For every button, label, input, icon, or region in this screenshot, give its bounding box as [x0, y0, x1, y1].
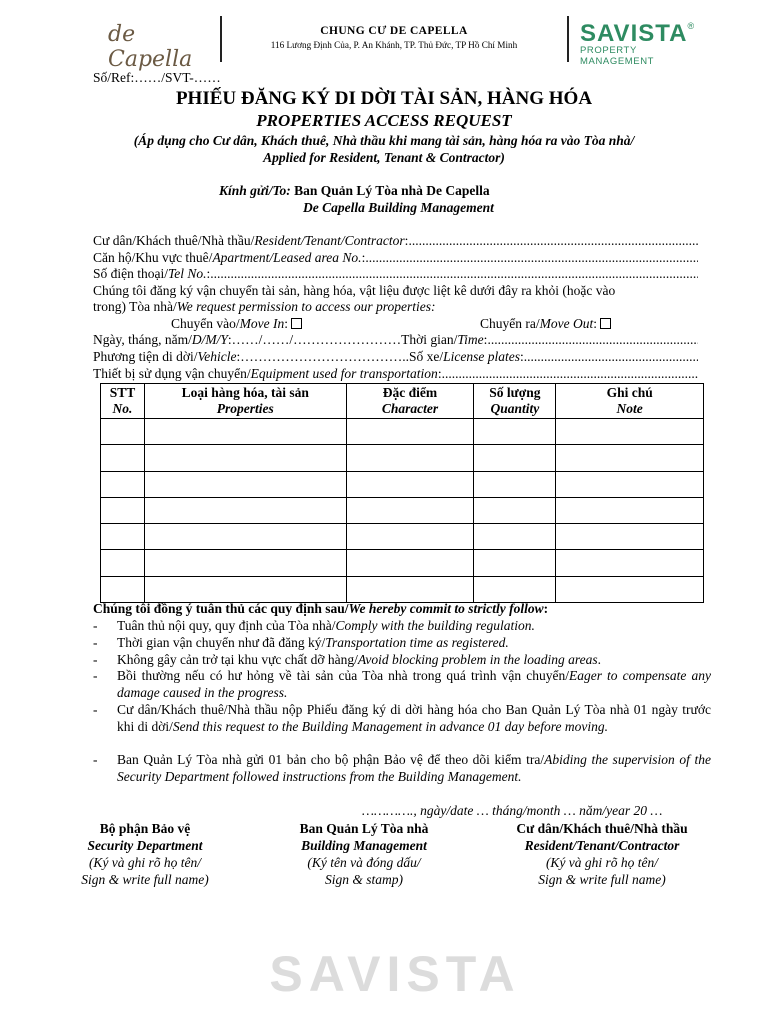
- table-row: [101, 576, 704, 602]
- table-cell[interactable]: [101, 445, 145, 471]
- table-cell[interactable]: [346, 419, 474, 445]
- table-cell[interactable]: [144, 524, 346, 550]
- table-cell[interactable]: [101, 576, 145, 602]
- commit-heading: Chúng tôi đồng ý tuân thủ các quy định sau/We hereby commit to strictly follow:: [93, 601, 549, 616]
- header-note: Ghi chú Note: [556, 384, 704, 419]
- table-cell[interactable]: [144, 576, 346, 602]
- table-cell[interactable]: [101, 497, 145, 523]
- table-cell[interactable]: [346, 550, 474, 576]
- form-title-vi: PHIẾU ĐĂNG KÝ DI DỜI TÀI SẢN, HÀNG HÓA: [175, 88, 593, 109]
- savista-watermark: SAVISTA: [269, 946, 521, 1002]
- recipient-line2: De Capella Building Management: [303, 200, 494, 215]
- table-cell[interactable]: [101, 419, 145, 445]
- table-cell[interactable]: [556, 497, 704, 523]
- vehicle-field[interactable]: Phương tiện di dời/ Vehicle :……………………………….. Số xe/ License plates : .....: [93, 349, 698, 366]
- savista-logo: SAVISTA® PROPERTY MANAGEMENT: [580, 20, 695, 67]
- table-cell[interactable]: [101, 550, 145, 576]
- tel-field[interactable]: Số điện thoại/ Tel No. : .....: [93, 266, 698, 283]
- table-cell[interactable]: [556, 550, 704, 576]
- table-row: [101, 471, 704, 497]
- commit-item: - Thời gian vận chuyển như đã đăng ký/Transportation time as registered.: [93, 635, 509, 650]
- table-cell[interactable]: [474, 550, 556, 576]
- table-cell[interactable]: [474, 445, 556, 471]
- building-address: 116 Lương Định Của, P. An Khánh, TP. Thủ Đức, TP Hồ Chí Minh: [270, 40, 518, 50]
- table-cell[interactable]: [144, 419, 346, 445]
- building-name: CHUNG CƯ DE CAPELLA: [320, 25, 468, 37]
- signature-resident: Cư dân/Khách thuê/Nhà thầu Resident/Tenant/Contractor (Ký và ghi rõ họ tên/ Sign & write full name): [516, 821, 688, 887]
- signature-management: Ban Quản Lý Tòa nhà Building Management (Ký tên và đóng dấu/ Sign & stamp): [299, 821, 429, 887]
- table-cell[interactable]: [144, 550, 346, 576]
- table-cell[interactable]: [144, 471, 346, 497]
- table-cell[interactable]: [556, 576, 704, 602]
- table-cell[interactable]: [474, 497, 556, 523]
- equipment-field[interactable]: Thiết bị sử dụng vận chuyển/ Equipment used for transportation : .....: [93, 366, 698, 383]
- table-cell[interactable]: [346, 497, 474, 523]
- commit-item: - Không gây cản trở tại khu vực chất dỡ hàng/Avoid blocking problem in the loading areas.: [93, 652, 601, 667]
- table-cell[interactable]: [346, 471, 474, 497]
- ref-number: Số/Ref:……/SVT-……: [93, 70, 221, 85]
- signature-security: Bộ phận Bảo vệ Security Department (Ký và ghi rõ họ tên/ Sign & write full name): [81, 821, 209, 887]
- form-title-en: PROPERTIES ACCESS REQUEST: [256, 111, 512, 130]
- header-character: Đặc điểm Character: [346, 384, 474, 419]
- table-cell[interactable]: [144, 445, 346, 471]
- table-cell[interactable]: [346, 524, 474, 550]
- table-cell[interactable]: [474, 471, 556, 497]
- table-row: [101, 419, 704, 445]
- de-capella-logo: de Capella: [108, 22, 193, 72]
- apartment-field[interactable]: Căn hộ/Khu vực thuê/ Apartment/Leased area No. : .....: [93, 250, 698, 267]
- commit-item: - Tuân thủ nội quy, quy định của Tòa nhà/Comply with the building regulation.: [93, 618, 535, 633]
- commit-item: - Cư dân/Khách thuê/Nhà thầu nộp Phiếu đăng ký di dời hàng hóa cho Ban Quản Lý Tòa nhà 01 ngày trước khi di dời/Send this request to the Building Management in advance 01 day before moving.: [93, 702, 711, 734]
- resident-field[interactable]: Cư dân/Khách thuê/Nhà thầu/ Resident/Tenant/Contractor : .....: [93, 233, 698, 250]
- request-line2: trong) Tòa nhà/We request permission to access our properties:: [93, 299, 436, 314]
- commit-item: - Bồi thường nếu có hư hỏng về tài sản của Tòa nhà trong quá trình vận chuyển/Eager to compensate any damage caused in the progress.: [93, 668, 711, 700]
- move-out-option[interactable]: Chuyển ra/Move Out:: [480, 316, 611, 333]
- commit-item: - Ban Quản Lý Tòa nhà gửi 01 bản cho bộ phận Bảo vệ để theo dõi kiểm tra/Abiding the supervision of the Security Department followed instructions from the Building Management.: [93, 752, 711, 784]
- move-out-checkbox[interactable]: [600, 318, 611, 329]
- table-cell[interactable]: [474, 419, 556, 445]
- table-cell[interactable]: [144, 497, 346, 523]
- table-cell[interactable]: [556, 419, 704, 445]
- table-cell[interactable]: [474, 576, 556, 602]
- table-row: [101, 445, 704, 471]
- subtitle-line1: (Áp dụng cho Cư dân, Khách thuê, Nhà thầu khi mang tài sản, hàng hóa ra vào Tòa nhà/: [133, 133, 635, 148]
- header-divider-left: [220, 16, 222, 62]
- properties-table: [100, 383, 704, 603]
- date-time-field[interactable]: Ngày, tháng, năm/ D/M/Y :……/……/…………………… Thời gian/ Time : .....: [93, 332, 698, 349]
- table-cell[interactable]: [556, 471, 704, 497]
- recipient-line1: Kính gửi/To: Ban Quản Lý Tòa nhà De Capella: [219, 183, 490, 198]
- header-no: STT No.: [101, 384, 145, 419]
- table-cell[interactable]: [101, 471, 145, 497]
- table-cell[interactable]: [556, 524, 704, 550]
- table-cell[interactable]: [556, 445, 704, 471]
- table-cell[interactable]: [101, 524, 145, 550]
- move-in-option[interactable]: Chuyển vào/Move In:: [171, 316, 302, 333]
- table-row: [101, 497, 704, 523]
- header-divider-right: [567, 16, 569, 62]
- header-quantity: Số lượng Quantity: [474, 384, 556, 419]
- table-cell[interactable]: [346, 445, 474, 471]
- table-header-row: [101, 384, 704, 419]
- table-row: [101, 524, 704, 550]
- table-cell[interactable]: [346, 576, 474, 602]
- table-row: [101, 550, 704, 576]
- subtitle-line2: Applied for Resident, Tenant & Contractor): [263, 150, 505, 165]
- date-line: …………., ngày/date … tháng/month … năm/year 20 …: [362, 803, 663, 818]
- table-cell[interactable]: [474, 524, 556, 550]
- move-in-checkbox[interactable]: [291, 318, 302, 329]
- request-line1: Chúng tôi đăng ký vận chuyển tài sản, hàng hóa, vật liệu được liệt kê dưới đây ra khỏi (hoặc vào: [93, 283, 616, 298]
- header-properties: Loại hàng hóa, tài sản Properties: [144, 384, 346, 419]
